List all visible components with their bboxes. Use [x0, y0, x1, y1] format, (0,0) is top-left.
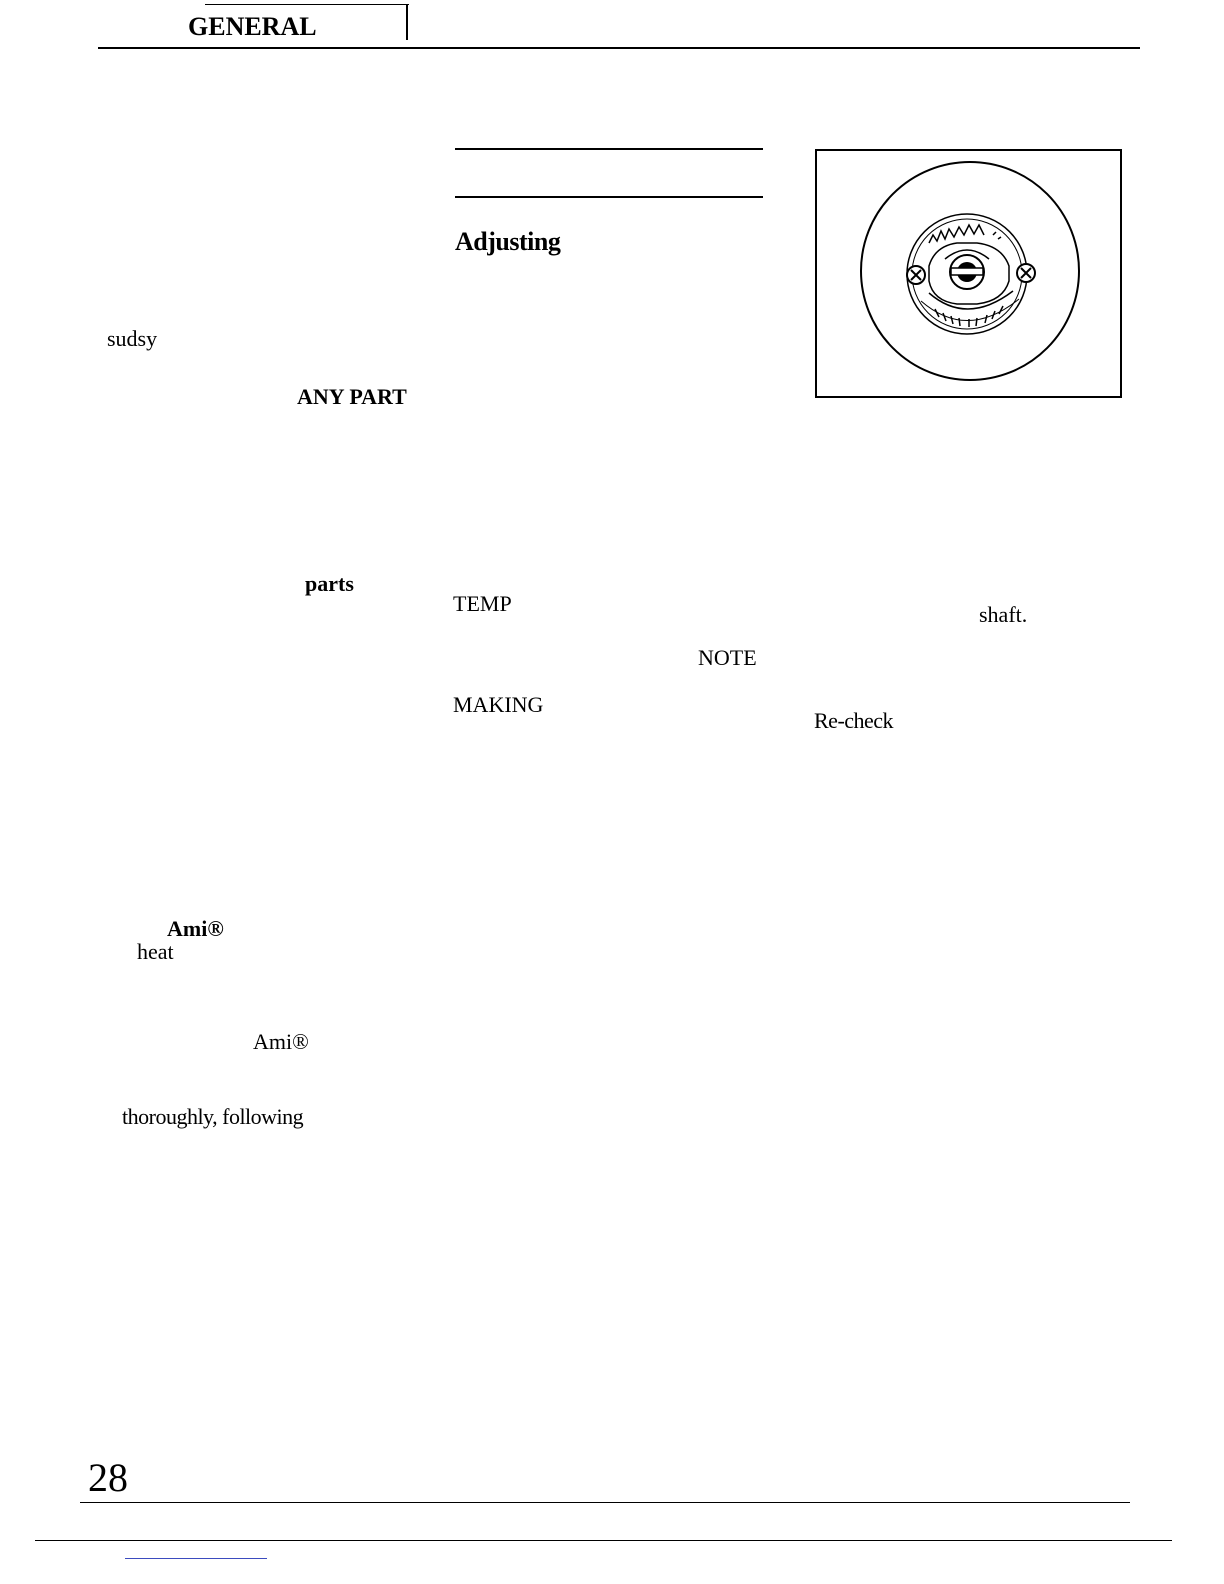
word-any-part: ANY PART: [297, 384, 407, 409]
middle-rule-2: [455, 196, 763, 198]
header-tab-top-rule: [205, 4, 409, 5]
figure-box: [815, 149, 1122, 398]
bottom-tab-rule: [125, 1558, 267, 1559]
word-making: MAKING: [453, 692, 544, 717]
word-thoroughly-following: thoroughly, following: [122, 1104, 304, 1129]
word-heat: heat: [137, 939, 174, 964]
word-shaft: shaft.: [979, 602, 1028, 627]
word-ami-1: Ami®: [167, 916, 224, 941]
word-sudsy: sudsy: [107, 326, 158, 351]
word-recheck: Re-check: [814, 708, 894, 733]
middle-rule-1: [455, 148, 763, 150]
header-rule: [98, 47, 1140, 49]
word-ami-2: Ami®: [253, 1029, 309, 1054]
word-parts: parts: [305, 571, 354, 596]
subsection-heading: Adjusting: [455, 227, 561, 256]
page-number: 28: [88, 1455, 128, 1500]
word-temp: TEMP: [453, 591, 512, 616]
thermostat-dial-icon: [817, 151, 1124, 400]
word-note: NOTE: [698, 645, 757, 670]
header-tab-divider: [406, 4, 408, 40]
section-title: GENERAL: [188, 12, 317, 41]
footer-rule: [80, 1502, 1130, 1503]
bottom-rule: [35, 1540, 1172, 1541]
